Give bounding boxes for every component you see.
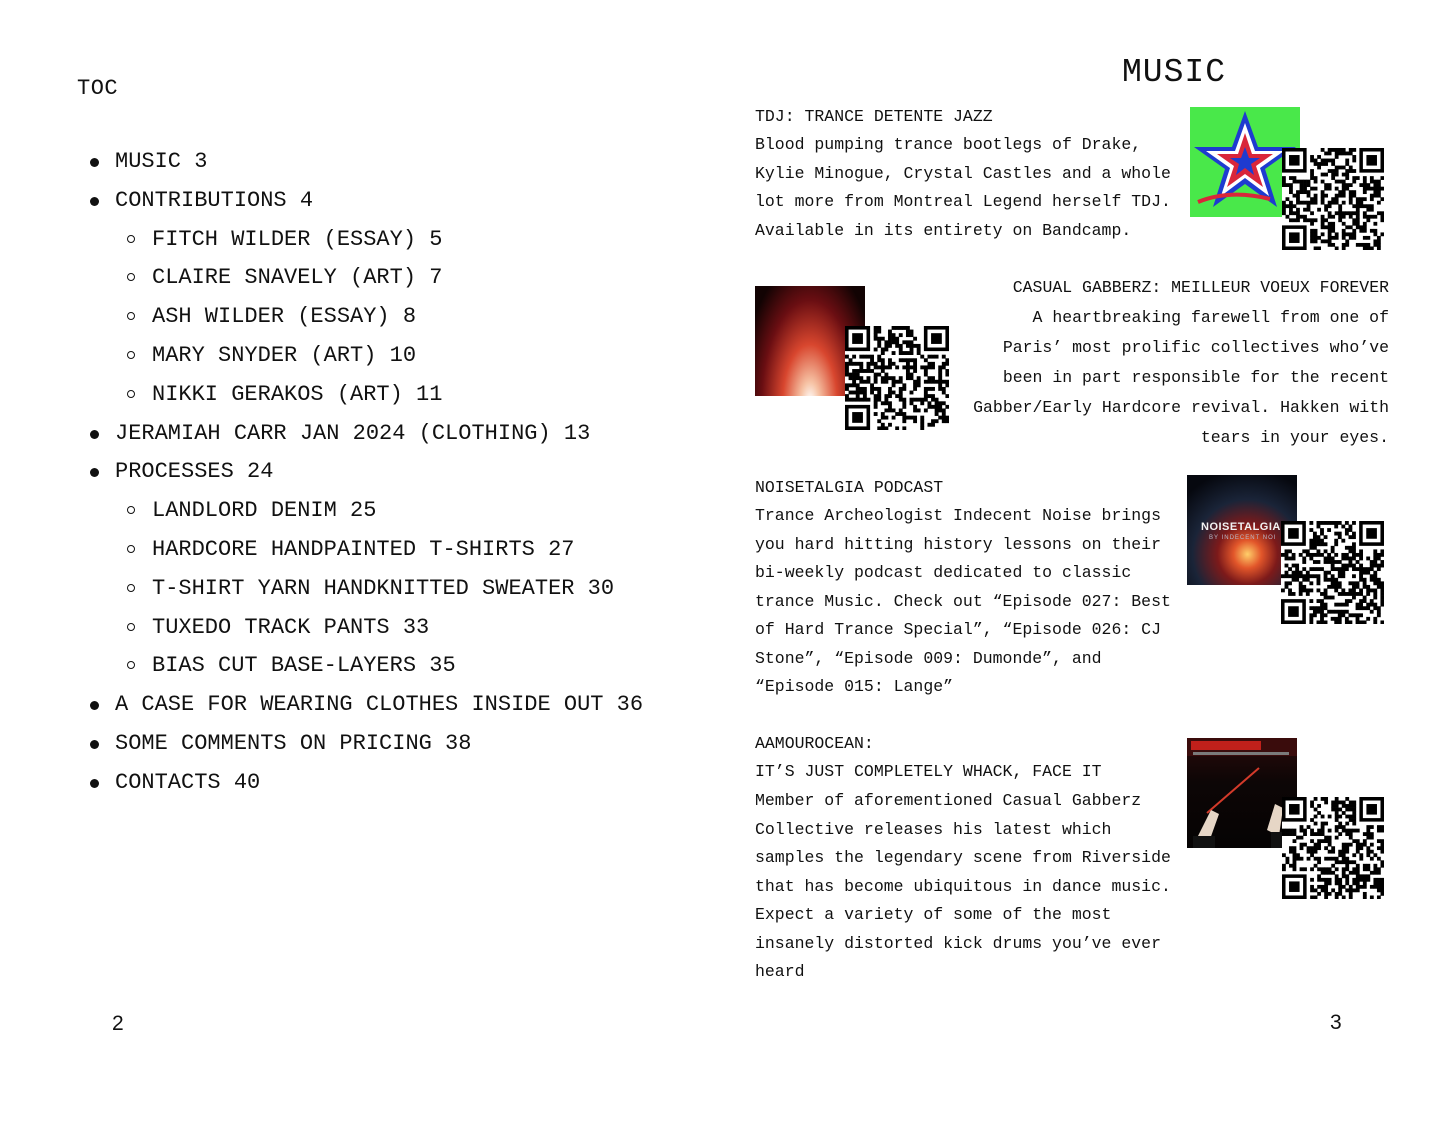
description-line: Expect a variety of some of the most [755, 905, 1112, 924]
toc-subentry[interactable] [152, 496, 376, 526]
circle-bullet-icon [127, 235, 135, 243]
toc-subentry[interactable] [152, 574, 614, 604]
toc-entry-label: BIAS CUT BASE-LAYERS 35 [152, 653, 456, 679]
entry-description [755, 787, 1171, 987]
toc-heading: TOC [77, 76, 119, 101]
description-line: Blood pumping trance bootlegs of Drake, [755, 135, 1142, 154]
toc-entry[interactable] [115, 457, 273, 487]
toc-entry[interactable] [115, 768, 260, 798]
circle-bullet-icon [127, 545, 135, 553]
toc-entry-label: CONTRIBUTIONS 4 [115, 187, 314, 213]
description-line: insanely distorted kick drums you’ve ever [755, 933, 1161, 953]
description-line: that has become ubiquitous in dance music. [755, 876, 1171, 896]
bullet-icon [90, 158, 99, 167]
toc-entry-label: LANDLORD DENIM 25 [152, 498, 377, 524]
page-number-left: 2 [112, 1012, 124, 1035]
toc-entry[interactable] [115, 690, 643, 720]
toc-entry-label: SOME COMMENTS ON PRICING 38 [115, 731, 472, 756]
description-line: you hard hitting history lessons on their [755, 534, 1161, 554]
toc-subentry[interactable] [152, 380, 442, 410]
bullet-icon [90, 430, 99, 439]
description-line: tears in your eyes. [1200, 428, 1389, 447]
bullet-icon [90, 779, 99, 788]
description-line: Available in its entirety on Bandcamp. [755, 220, 1132, 240]
description-line: heard [755, 962, 805, 981]
toc-subentry[interactable] [152, 225, 442, 255]
toc-entry-label: PROCESSES 24 [115, 459, 274, 485]
toc-entry-label: JERAMIAH CARR JAN 2024 (CLOTHING) 13 [115, 420, 591, 446]
qr-code-icon[interactable] [1282, 797, 1384, 899]
entry-description [755, 131, 1171, 245]
toc-subentry[interactable] [152, 341, 416, 371]
entry-title: AAMOUROCEAN: [755, 734, 874, 753]
entry-subtitle: IT’S JUST COMPLETELY WHACK, FACE IT [755, 762, 1102, 781]
toc-entry-label: HARDCORE HANDPAINTED T-SHIRTS 27 [152, 537, 575, 562]
toc-subentry[interactable] [152, 263, 442, 293]
toc-entry-label: A CASE FOR WEARING CLOTHES INSIDE OUT 36 [115, 692, 644, 718]
description-line: bi-weekly podcast dedicated to classic [755, 563, 1132, 582]
entry-title: NOISETALGIA PODCAST [755, 478, 944, 497]
circle-bullet-icon [127, 584, 135, 592]
toc-entry-label: MUSIC 3 [115, 149, 208, 174]
qr-code-icon[interactable] [845, 326, 949, 430]
circle-bullet-icon [127, 273, 135, 281]
description-line: Member of aforementioned Casual Gabberz [755, 791, 1142, 810]
description-line: trance Music. Check out “Episode 027: Best [755, 591, 1171, 611]
toc-entry[interactable] [115, 419, 590, 449]
toc-entry-label: MARY SNYDER (ART) 10 [152, 343, 417, 368]
toc-entry-label: FITCH WILDER (ESSAY) 5 [152, 226, 443, 252]
bullet-icon [90, 197, 99, 206]
description-line: Trance Archeologist Indecent Noise brings [755, 506, 1161, 525]
toc-entry-label: ASH WILDER (ESSAY) 8 [152, 304, 417, 330]
description-line: Kylie Minogue, Crystal Castles and a whole [755, 163, 1171, 183]
description-line: A heartbreaking farewell from one of [1032, 308, 1389, 327]
entry-title: TDJ: TRANCE DETENTE JAZZ [755, 107, 993, 126]
page-title: MUSIC [1122, 54, 1227, 91]
description-line: Stone”, “Episode 009: Dumonde”, and [755, 648, 1102, 668]
cover-title: NOISETALGIA [1201, 521, 1281, 533]
toc-subentry[interactable] [152, 302, 416, 332]
entry-description [973, 303, 1389, 453]
entry-title: CASUAL GABBERZ: MEILLEUR VOEUX FOREVER [1012, 278, 1389, 297]
description-line: lot more from Montreal Legend herself TDJ. [755, 192, 1171, 211]
bullet-icon [90, 701, 99, 710]
description-line: “Episode 015: Lange” [755, 677, 954, 696]
description-line: Collective releases his latest which [755, 819, 1112, 839]
toc-entry-label: T-SHIRT YARN HANDKNITTED SWEATER 30 [152, 575, 615, 601]
description-line: Gabber/Early Hardcore revival. Hakken with [973, 398, 1389, 417]
toc-entry-label: CLAIRE SNAVELY (ART) 7 [152, 265, 443, 291]
description-line: been in part responsible for the recent [1002, 368, 1389, 387]
page-number-right: 3 [1330, 1011, 1342, 1034]
circle-bullet-icon [127, 623, 135, 631]
description-line: of Hard Trance Special”, “Episode 026: CJ [755, 620, 1161, 639]
toc-entry[interactable] [115, 729, 471, 759]
bullet-icon [90, 740, 99, 749]
toc-entry-label: CONTACTS 40 [115, 769, 261, 795]
description-line: samples the legendary scene from Riverside [755, 848, 1171, 867]
circle-bullet-icon [127, 351, 135, 359]
toc-entry-label: NIKKI GERAKOS (ART) 11 [152, 381, 443, 407]
qr-code-icon[interactable] [1282, 148, 1384, 250]
toc-entry-label: TUXEDO TRACK PANTS 33 [152, 614, 430, 640]
conductor-hands-cover-icon [1187, 738, 1297, 848]
toc-entry[interactable] [115, 147, 207, 177]
cover-subtitle: BY INDECENT NOI [1209, 535, 1277, 541]
qr-code-icon[interactable] [1281, 521, 1384, 624]
description-line: Paris’ most prolific collectives who’ve [1002, 338, 1389, 357]
entry-description [755, 502, 1171, 702]
toc-subentry[interactable] [152, 613, 429, 643]
toc-subentry[interactable] [152, 651, 456, 681]
circle-bullet-icon [127, 506, 135, 514]
circle-bullet-icon [127, 390, 135, 398]
toc-entry[interactable] [115, 186, 313, 216]
circle-bullet-icon [127, 661, 135, 669]
bullet-icon [90, 468, 99, 477]
toc-subentry[interactable] [152, 535, 574, 565]
circle-bullet-icon [127, 312, 135, 320]
